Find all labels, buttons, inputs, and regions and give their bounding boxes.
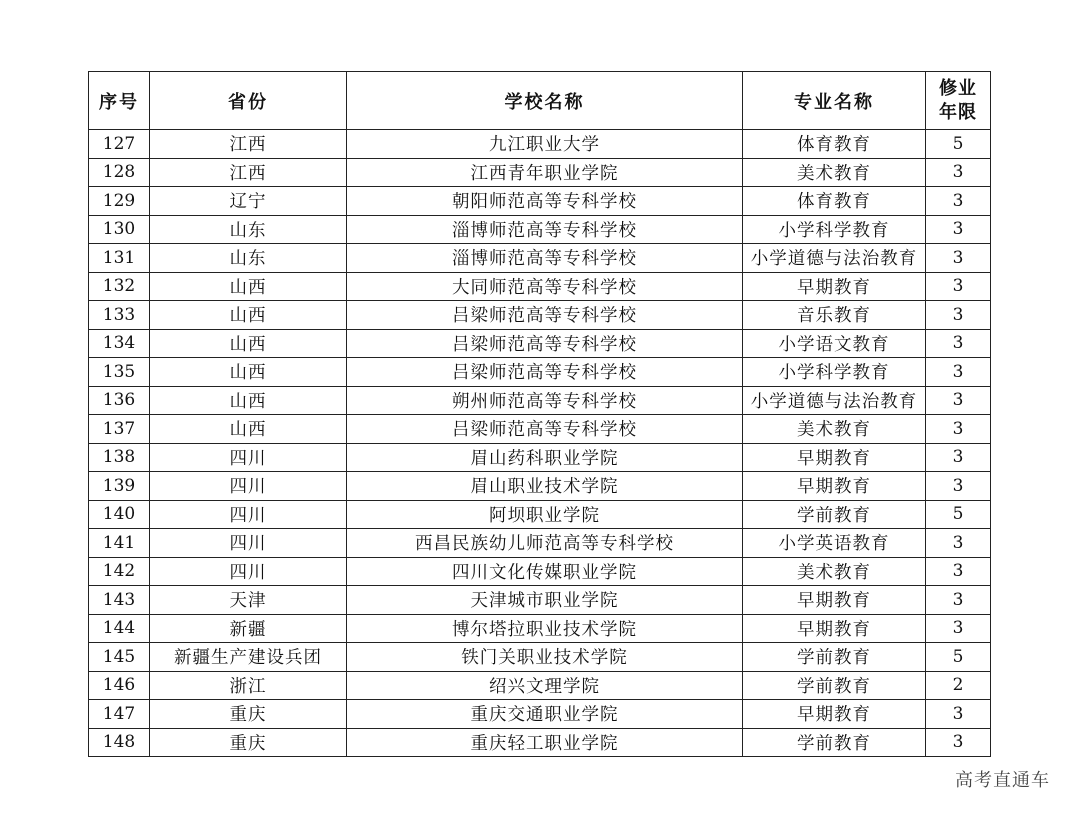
table-row bbox=[89, 728, 991, 757]
cell-school: 西昌民族幼儿师范高等专科学校 bbox=[347, 529, 743, 558]
cell-years: 3 bbox=[926, 586, 991, 615]
table-row bbox=[89, 158, 991, 187]
table-row bbox=[89, 386, 991, 415]
cell-years: 3 bbox=[926, 557, 991, 586]
cell-province: 辽宁 bbox=[150, 187, 347, 216]
school-major-table bbox=[88, 71, 991, 757]
table-row bbox=[89, 643, 991, 672]
cell-school: 阿坝职业学院 bbox=[347, 500, 743, 529]
cell-province: 山西 bbox=[150, 272, 347, 301]
cell-province: 四川 bbox=[150, 500, 347, 529]
cell-school: 淄博师范高等专科学校 bbox=[347, 244, 743, 273]
cell-index: 134 bbox=[89, 329, 150, 358]
cell-province: 江西 bbox=[150, 158, 347, 187]
table-row bbox=[89, 472, 991, 501]
cell-province: 四川 bbox=[150, 557, 347, 586]
cell-index: 143 bbox=[89, 586, 150, 615]
table-body bbox=[89, 130, 991, 757]
cell-province: 重庆 bbox=[150, 728, 347, 757]
cell-school: 吕梁师范高等专科学校 bbox=[347, 301, 743, 330]
cell-school: 眉山药科职业学院 bbox=[347, 443, 743, 472]
cell-index: 147 bbox=[89, 700, 150, 729]
header-major: 专业名称 bbox=[743, 72, 926, 130]
cell-school: 九江职业大学 bbox=[347, 130, 743, 159]
cell-major: 学前教育 bbox=[743, 671, 926, 700]
cell-school: 眉山职业技术学院 bbox=[347, 472, 743, 501]
cell-years: 3 bbox=[926, 215, 991, 244]
cell-years: 5 bbox=[926, 500, 991, 529]
header-school: 学校名称 bbox=[347, 72, 743, 130]
cell-major: 早期教育 bbox=[743, 586, 926, 615]
cell-school: 吕梁师范高等专科学校 bbox=[347, 415, 743, 444]
cell-province: 重庆 bbox=[150, 700, 347, 729]
cell-major: 小学科学教育 bbox=[743, 358, 926, 387]
table-row bbox=[89, 614, 991, 643]
cell-years: 3 bbox=[926, 529, 991, 558]
cell-major: 体育教育 bbox=[743, 187, 926, 216]
cell-province: 江西 bbox=[150, 130, 347, 159]
cell-province: 浙江 bbox=[150, 671, 347, 700]
cell-school: 铁门关职业技术学院 bbox=[347, 643, 743, 672]
table-row bbox=[89, 500, 991, 529]
cell-years: 5 bbox=[926, 643, 991, 672]
table-header bbox=[89, 72, 991, 130]
cell-index: 136 bbox=[89, 386, 150, 415]
cell-school: 朔州师范高等专科学校 bbox=[347, 386, 743, 415]
cell-index: 141 bbox=[89, 529, 150, 558]
cell-major: 学前教育 bbox=[743, 643, 926, 672]
cell-years: 3 bbox=[926, 187, 991, 216]
cell-major: 早期教育 bbox=[743, 272, 926, 301]
cell-years: 3 bbox=[926, 700, 991, 729]
cell-index: 138 bbox=[89, 443, 150, 472]
header-years bbox=[926, 72, 991, 130]
header-years-line2: 年限 bbox=[939, 101, 977, 123]
cell-years: 3 bbox=[926, 358, 991, 387]
table-row bbox=[89, 700, 991, 729]
cell-index: 139 bbox=[89, 472, 150, 501]
cell-major: 小学道德与法治教育 bbox=[743, 244, 926, 273]
watermark-text: 高考直通车 bbox=[955, 770, 1050, 791]
cell-index: 140 bbox=[89, 500, 150, 529]
cell-years: 3 bbox=[926, 301, 991, 330]
table-row bbox=[89, 415, 991, 444]
table-row bbox=[89, 272, 991, 301]
school-major-table-container bbox=[88, 71, 990, 757]
cell-index: 137 bbox=[89, 415, 150, 444]
cell-major: 小学科学教育 bbox=[743, 215, 926, 244]
cell-school: 吕梁师范高等专科学校 bbox=[347, 329, 743, 358]
cell-province: 四川 bbox=[150, 443, 347, 472]
table-row bbox=[89, 358, 991, 387]
cell-province: 新疆生产建设兵团 bbox=[150, 643, 347, 672]
cell-index: 132 bbox=[89, 272, 150, 301]
cell-years: 3 bbox=[926, 472, 991, 501]
cell-years: 3 bbox=[926, 329, 991, 358]
cell-school: 天津城市职业学院 bbox=[347, 586, 743, 615]
cell-years: 3 bbox=[926, 386, 991, 415]
cell-province: 四川 bbox=[150, 472, 347, 501]
cell-major: 小学道德与法治教育 bbox=[743, 386, 926, 415]
cell-index: 135 bbox=[89, 358, 150, 387]
table-row bbox=[89, 187, 991, 216]
cell-years: 5 bbox=[926, 130, 991, 159]
cell-school: 淄博师范高等专科学校 bbox=[347, 215, 743, 244]
cell-years: 3 bbox=[926, 244, 991, 273]
cell-province: 新疆 bbox=[150, 614, 347, 643]
table-row bbox=[89, 586, 991, 615]
cell-school: 朝阳师范高等专科学校 bbox=[347, 187, 743, 216]
cell-index: 129 bbox=[89, 187, 150, 216]
table-row bbox=[89, 130, 991, 159]
cell-school: 四川文化传媒职业学院 bbox=[347, 557, 743, 586]
cell-index: 145 bbox=[89, 643, 150, 672]
cell-province: 山西 bbox=[150, 301, 347, 330]
cell-school: 江西青年职业学院 bbox=[347, 158, 743, 187]
table-row bbox=[89, 301, 991, 330]
cell-major: 早期教育 bbox=[743, 614, 926, 643]
cell-school: 博尔塔拉职业技术学院 bbox=[347, 614, 743, 643]
table-row bbox=[89, 443, 991, 472]
cell-major: 美术教育 bbox=[743, 415, 926, 444]
cell-major: 小学英语教育 bbox=[743, 529, 926, 558]
cell-years: 3 bbox=[926, 443, 991, 472]
cell-major: 美术教育 bbox=[743, 557, 926, 586]
cell-index: 142 bbox=[89, 557, 150, 586]
cell-index: 148 bbox=[89, 728, 150, 757]
cell-years: 3 bbox=[926, 728, 991, 757]
header-years-line1: 修业 bbox=[939, 77, 977, 99]
header-province: 省份 bbox=[150, 72, 347, 130]
cell-years: 3 bbox=[926, 415, 991, 444]
cell-school: 绍兴文理学院 bbox=[347, 671, 743, 700]
cell-index: 128 bbox=[89, 158, 150, 187]
cell-province: 山西 bbox=[150, 358, 347, 387]
cell-years: 3 bbox=[926, 614, 991, 643]
table-row bbox=[89, 529, 991, 558]
header-row bbox=[89, 72, 991, 130]
cell-province: 山东 bbox=[150, 215, 347, 244]
table-row bbox=[89, 215, 991, 244]
cell-major: 体育教育 bbox=[743, 130, 926, 159]
cell-province: 四川 bbox=[150, 529, 347, 558]
cell-major: 早期教育 bbox=[743, 700, 926, 729]
cell-major: 音乐教育 bbox=[743, 301, 926, 330]
cell-major: 小学语文教育 bbox=[743, 329, 926, 358]
cell-major: 早期教育 bbox=[743, 443, 926, 472]
cell-years: 3 bbox=[926, 158, 991, 187]
cell-index: 130 bbox=[89, 215, 150, 244]
cell-province: 山东 bbox=[150, 244, 347, 273]
cell-major: 学前教育 bbox=[743, 728, 926, 757]
cell-major: 学前教育 bbox=[743, 500, 926, 529]
table-row bbox=[89, 329, 991, 358]
cell-province: 山西 bbox=[150, 415, 347, 444]
table-row bbox=[89, 557, 991, 586]
cell-index: 127 bbox=[89, 130, 150, 159]
cell-province: 山西 bbox=[150, 386, 347, 415]
table-row bbox=[89, 244, 991, 273]
cell-school: 大同师范高等专科学校 bbox=[347, 272, 743, 301]
header-index: 序号 bbox=[89, 72, 150, 130]
cell-province: 山西 bbox=[150, 329, 347, 358]
cell-school: 吕梁师范高等专科学校 bbox=[347, 358, 743, 387]
cell-index: 144 bbox=[89, 614, 150, 643]
cell-years: 2 bbox=[926, 671, 991, 700]
cell-major: 早期教育 bbox=[743, 472, 926, 501]
table-row bbox=[89, 671, 991, 700]
cell-school: 重庆轻工职业学院 bbox=[347, 728, 743, 757]
cell-index: 133 bbox=[89, 301, 150, 330]
cell-province: 天津 bbox=[150, 586, 347, 615]
cell-years: 3 bbox=[926, 272, 991, 301]
cell-major: 美术教育 bbox=[743, 158, 926, 187]
cell-index: 146 bbox=[89, 671, 150, 700]
cell-index: 131 bbox=[89, 244, 150, 273]
cell-school: 重庆交通职业学院 bbox=[347, 700, 743, 729]
